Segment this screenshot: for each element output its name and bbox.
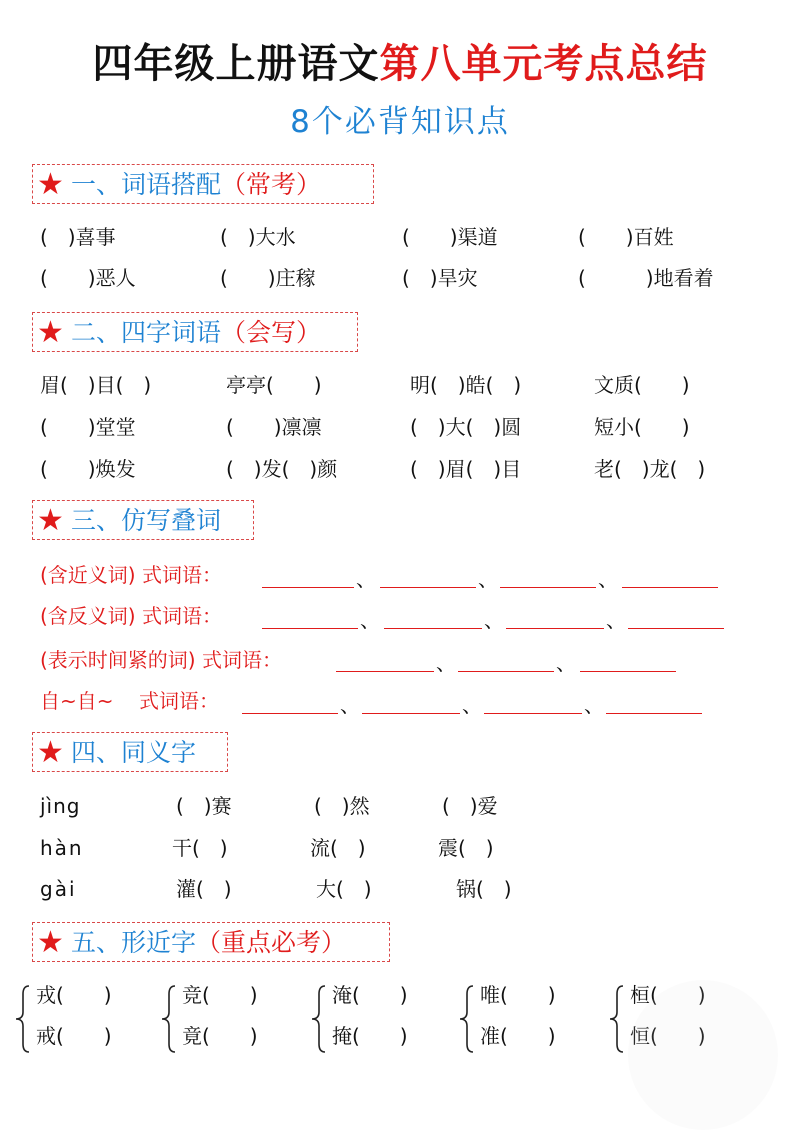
section-header-2 [32,312,358,352]
idiom-item: ( )大( )圆 [410,415,522,439]
separator: 、 [478,567,498,591]
separator: 、 [598,567,618,591]
brace-icon [608,984,624,1054]
title-part-2: 第八单元考点总结 [379,41,708,87]
section-header-3 [32,500,254,540]
star-icon: ★ [37,503,64,538]
page-title [0,38,800,90]
separator: 、 [462,693,482,717]
idiom-item: 文质( ) [594,373,690,397]
star-icon: ★ [37,167,64,202]
reduplication-label: (含反义词) 式词语： [40,604,222,628]
similar-char-bottom: 恒( ) [630,1024,706,1048]
answer-blank[interactable] [506,628,604,629]
section-title: 一、词语搭配（常考） [71,170,322,199]
synonym-item: ( )爱 [442,794,498,818]
synonym-item: 震( ) [438,836,494,860]
answer-blank[interactable] [606,713,702,714]
answer-blank[interactable] [458,671,554,672]
collocation-item: ( )庄稼 [220,266,316,290]
separator: 、 [356,567,376,591]
synonym-item: ( )赛 [176,794,232,818]
section-title: 五、形近字（重点必考） [71,928,347,957]
star-icon: ★ [37,735,64,770]
answer-blank[interactable] [628,628,724,629]
answer-blank[interactable] [622,587,718,588]
idiom-item: ( )凛凛 [226,415,322,439]
section-header-5 [32,922,390,962]
idiom-item: 短小( ) [594,415,690,439]
collocation-item: ( )喜事 [40,225,116,249]
separator: 、 [606,608,626,632]
reduplication-label: 自~自~ 式词语： [40,689,219,713]
brace-icon [310,984,326,1054]
pinyin-label: hàn [40,836,84,860]
collocation-item: ( )百姓 [578,225,674,249]
answer-blank[interactable] [362,713,460,714]
separator: 、 [584,693,604,717]
idiom-item: 亭亭( ) [226,373,322,397]
synonym-item: 流( ) [310,836,366,860]
idiom-item: 明( )皓( ) [410,373,522,397]
section-header-4 [32,732,228,772]
collocation-item: ( )旱灾 [402,266,478,290]
section-title: 二、四字词语（会写） [71,318,322,347]
section-header-1 [32,164,374,204]
synonym-item: 干( ) [172,836,228,860]
collocation-item: ( )大水 [220,225,296,249]
reduplication-label: (含近义词) 式词语： [40,563,222,587]
similar-char-bottom: 掩( ) [332,1024,408,1048]
star-icon: ★ [37,925,64,960]
section-title: 四、同义字 [71,738,197,767]
separator: 、 [556,651,576,675]
answer-blank[interactable] [484,713,582,714]
similar-char-top: 戎( ) [36,983,112,1007]
idiom-item: ( )堂堂 [40,415,136,439]
pinyin-label: gài [40,877,77,901]
title-part-1: 四年级上册语文 [92,41,380,87]
synonym-item: ( )然 [314,794,370,818]
watermark [628,980,778,1130]
idiom-item: ( )眉( )目 [410,457,522,481]
star-icon: ★ [37,315,64,350]
idiom-item: 老( )龙( ) [594,457,706,481]
separator: 、 [436,651,456,675]
answer-blank[interactable] [500,587,596,588]
idiom-item: ( )发( )颜 [226,457,338,481]
brace-icon [458,984,474,1054]
idiom-item: ( )焕发 [40,457,136,481]
collocation-item: ( )地看着 [578,266,714,290]
answer-blank[interactable] [242,713,338,714]
answer-blank[interactable] [384,628,482,629]
separator: 、 [340,693,360,717]
separator: 、 [484,608,504,632]
brace-icon [160,984,176,1054]
answer-blank[interactable] [580,671,676,672]
answer-blank[interactable] [380,587,476,588]
collocation-item: ( )恶人 [40,266,136,290]
pinyin-label: jìng [40,794,81,818]
brace-icon [14,984,30,1054]
answer-blank[interactable] [336,671,434,672]
synonym-item: 锅( ) [456,877,512,901]
collocation-item: ( )渠道 [402,225,498,249]
synonym-item: 大( ) [316,877,372,901]
similar-char-top: 淹( ) [332,983,408,1007]
similar-char-bottom: 准( ) [480,1024,556,1048]
synonym-item: 灌( ) [176,877,232,901]
page-subtitle: 8个必背知识点 [290,104,510,140]
similar-char-top: 竞( ) [182,983,258,1007]
idiom-item: 眉( )目( ) [40,373,152,397]
similar-char-top: 唯( ) [480,983,556,1007]
similar-char-top: 桓( ) [630,983,706,1007]
answer-blank[interactable] [262,587,354,588]
separator: 、 [360,608,380,632]
answer-blank[interactable] [262,628,358,629]
similar-char-bottom: 竟( ) [182,1024,258,1048]
similar-char-bottom: 戒( ) [36,1024,112,1048]
section-title: 三、仿写叠词 [71,506,222,535]
reduplication-label: (表示时间紧的词) 式词语： [40,648,282,672]
